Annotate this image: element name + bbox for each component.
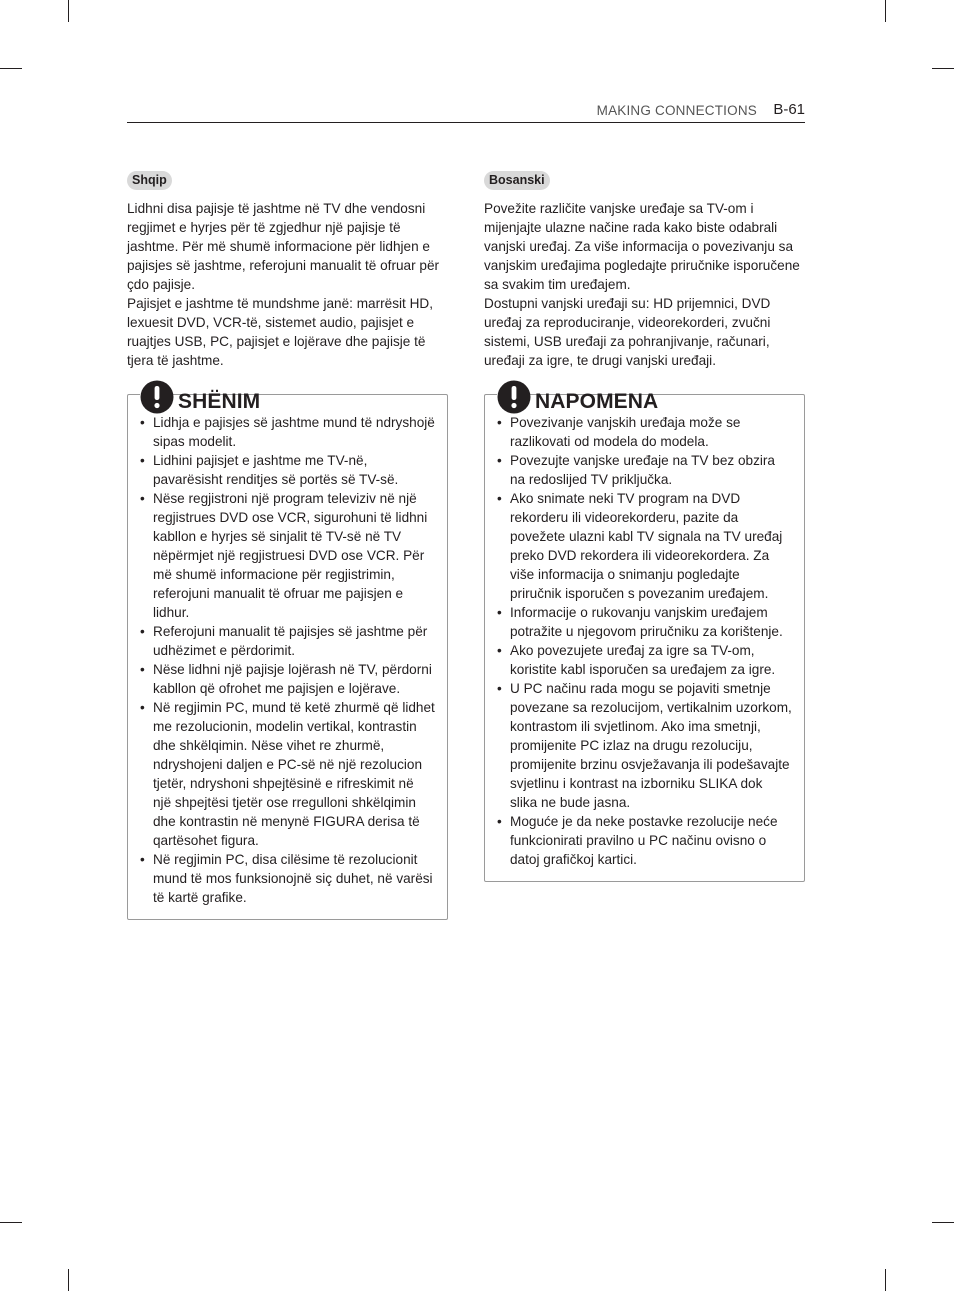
intro-paragraph: Pajisjet e jashtme të mundshme janë: marrësit HD, lexuesit DVD, VCR-të, sistemet audio, pajisjet e ruajtjes USB, PC, pajisjet e lojërave dhe pajisje të tjera të jashtme. bbox=[127, 296, 433, 368]
crop-mark bbox=[932, 1222, 954, 1223]
note-content bbox=[127, 394, 448, 920]
crop-mark bbox=[0, 1222, 22, 1223]
note-title: SHËNIM bbox=[178, 390, 261, 413]
column-bosanski bbox=[484, 171, 806, 882]
crop-mark bbox=[0, 68, 22, 69]
crop-mark bbox=[68, 1269, 69, 1291]
list-item: • U PC načinu rada mogu se pojaviti smetnje povezane sa rezolucijom, vertikalnim uzorkom, kontrastom ili svjetlinom. Ako ima smetnji, promijenite PC izlaz na drugu rezoluciju, promijenite brzinu osvježavanja ili podešavajte svjetlinu i kontrast na izborniku SLIKA dok slika ne bude jasna. bbox=[497, 679, 792, 812]
note-heading bbox=[497, 380, 659, 416]
note-box bbox=[127, 390, 449, 920]
note-heading bbox=[140, 380, 261, 416]
note-list bbox=[497, 413, 792, 869]
column-shqip bbox=[127, 171, 449, 920]
list-item: • Povezujte vanjske uređaje na TV bez obzira na redoslijed TV priključka. bbox=[497, 451, 792, 489]
intro-paragraph: Lidhni disa pajisje të jashtme në TV dhe vendosni regjimet e hyrjes për të zgjedhur një pajisje të jashtme. Për më shumë informacione për lidhjen e pajisjes së jashtme, referojuni manualit të ofruar për çdo pajisje. bbox=[127, 201, 440, 292]
note-title: NAPOMENA bbox=[535, 390, 659, 413]
crop-mark bbox=[885, 0, 886, 22]
note-content bbox=[484, 394, 805, 882]
crop-mark bbox=[932, 68, 954, 69]
intro-paragraph: Povežite različite vanjske uređaje sa TV-om i mijenjajte ulazne načine rada kako biste odabrali vanjski uređaj. Za više informacija o povezivanju sa vanjskim uređajima pogledajte priručnike isporučene sa svakim tim uređajem. bbox=[484, 201, 800, 292]
language-tag: Bosanski bbox=[484, 171, 550, 190]
list-item: • Referojuni manualit të pajisjes së jashtme për udhëzimet e përdorimit. bbox=[140, 622, 435, 660]
list-item: • Nëse regjistroni një program televiziv në një regjistrues DVD ose VCR, sigurohuni të lidhni kabllon e hyrjes së sinjalit të TV-së në TV nëpërmjet një regjistruesi DVD ose VCR. Për më shumë informacione për regjistrimin, referojuni manualit të ofruar me pajisjen e lidhur. bbox=[140, 489, 435, 622]
list-item: • Ako povezujete uređaj za igre sa TV-om, koristite kabl isporučen sa uređajem za igre. bbox=[497, 641, 792, 679]
section-title: MAKING CONNECTIONS bbox=[596, 103, 757, 118]
exclamation-icon bbox=[140, 380, 174, 414]
list-item: • Povezivanje vanjskih uređaja može se razlikovati od modela do modela. bbox=[497, 413, 792, 451]
page-header bbox=[127, 100, 805, 123]
list-item: • Lidhja e pajisjes së jashtme mund të ndryshojë sipas modelit. bbox=[140, 413, 435, 451]
list-item: • Në regjimin PC, disa cilësime të rezolucionit mund të mos funksionojnë siç duhet, në varësi të kartë grafike. bbox=[140, 850, 435, 907]
list-item: • Ako snimate neki TV program na DVD rekorderu ili videorekorderu, pazite da povežete ulazni kabl TV signala na TV uređaj preko DVD rekordera ili videorekordera. Za više informacija o snimanju pogledajte priručnik isporučen s povezanim uređajem. bbox=[497, 489, 792, 603]
list-item: • Informacije o rukovanju vanjskim uređajem potražite u njegovom priručniku za korištenje. bbox=[497, 603, 792, 641]
list-item: • Moguće je da neke postavke rezolucije neće funkcionirati pravilno u PC načinu ovisno o datoj grafičkoj kartici. bbox=[497, 812, 792, 869]
page-number: B-61 bbox=[773, 101, 805, 118]
list-item: • Në regjimin PC, mund të ketë zhurmë që lidhet me rezolucionin, modelin vertikal, kontrastin dhe shkëlqimin. Nëse vihet re zhurmë, ndryshojeni daljen e PC-së në një rezolucion tjetër, ndryshoni shpejtësinë e rifreskimit në një shpejtësi tjetër ose rregulloni shkëlqimin dhe kontrastin në menynë FIGURA derisa të qartësohet figura. bbox=[140, 698, 435, 850]
list-item: • Nëse lidhni një pajisje lojërash në TV, përdorni kabllon që ofrohet me pajisjen e lojërave. bbox=[140, 660, 435, 698]
exclamation-icon bbox=[497, 380, 531, 414]
crop-mark bbox=[885, 1269, 886, 1291]
crop-mark bbox=[68, 0, 69, 22]
language-tag: Shqip bbox=[127, 171, 172, 190]
intro-text bbox=[127, 199, 449, 370]
intro-paragraph: Dostupni vanjski uređaji su: HD prijemnici, DVD uređaj za reproduciranje, videorekorderi, zvučni sistemi, USB uređaji za pohranjivanje, računari, uređaji za igre, te drugi vanjski uređaji. bbox=[484, 296, 771, 368]
list-item: • Lidhini pajisjet e jashtme me TV-në, pavarësisht renditjes së portës së TV-së. bbox=[140, 451, 435, 489]
note-list bbox=[140, 413, 435, 907]
intro-text bbox=[484, 199, 806, 370]
note-box bbox=[484, 390, 806, 882]
